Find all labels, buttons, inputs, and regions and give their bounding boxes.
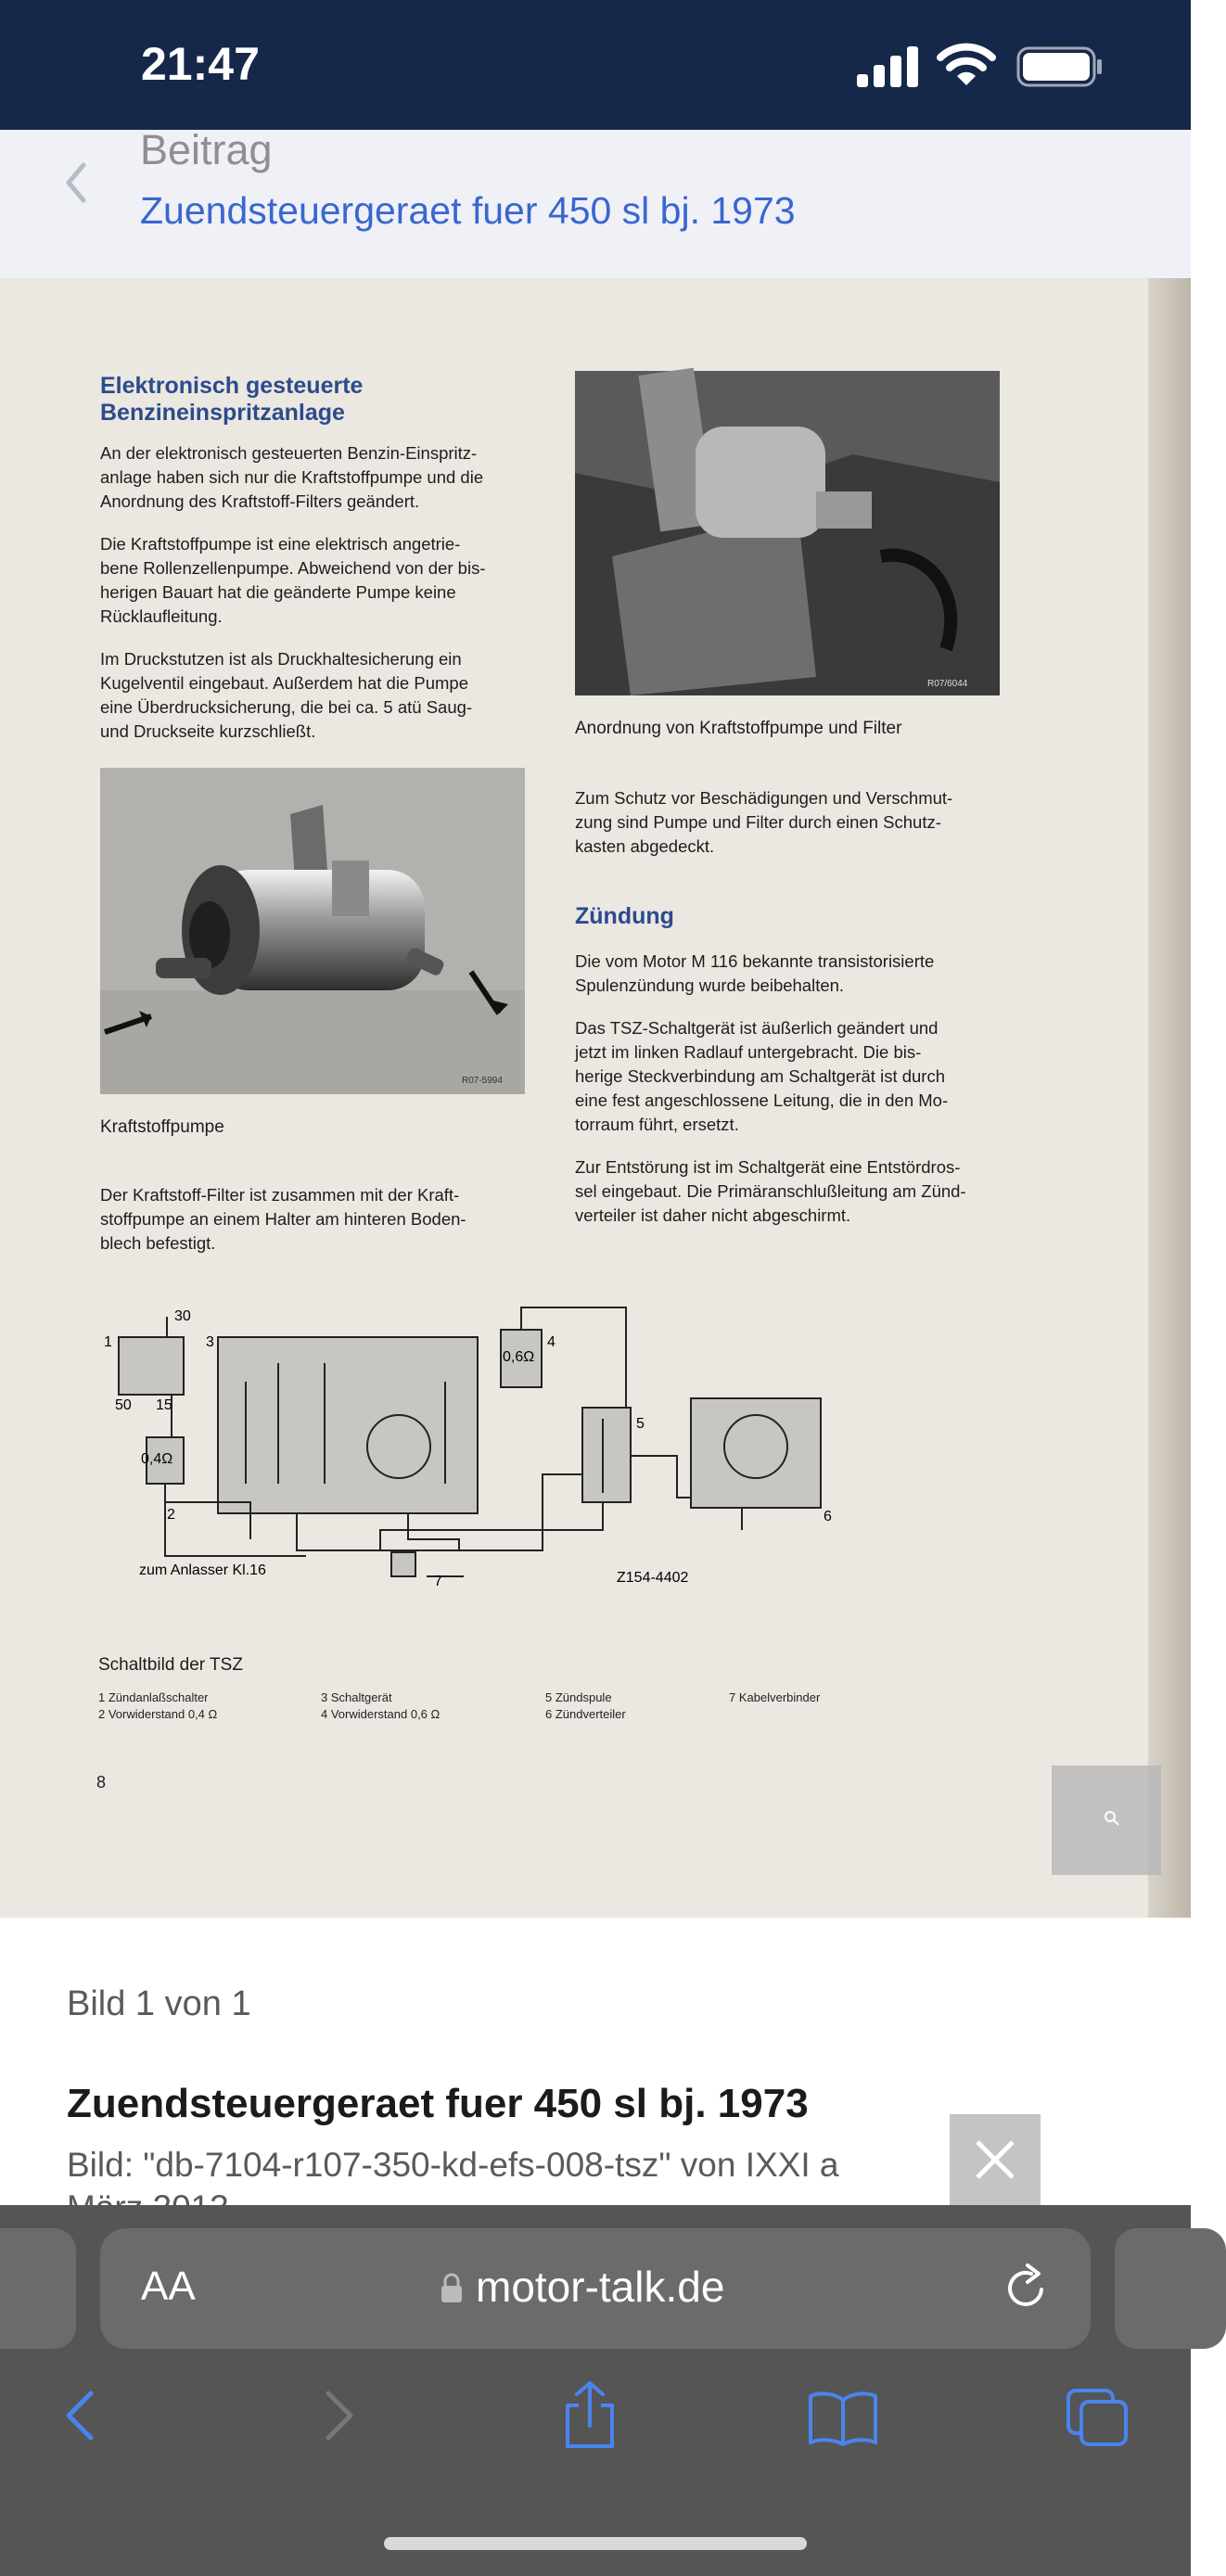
reader-settings-button[interactable]: AA [141,2264,196,2309]
wifi-icon [937,41,996,87]
pump-filter-photo [575,371,1000,695]
circuit-resistor-4: 0,6Ω [503,1349,535,1365]
circuit-terminal-15: 15 [156,1397,172,1413]
circuit-label-6: 6 [824,1509,832,1524]
fuel-pump-photo [100,768,525,1094]
circuit-resistor-2: 0,4Ω [141,1451,173,1467]
circuit-terminal-30: 30 [174,1308,191,1324]
forward-arrow-icon[interactable] [315,2388,362,2443]
paragraph: Das TSZ-Schaltgerät ist äußerlich geändert und jetzt im linken Radlauf untergebracht. Die bis- herige Steckverbindung am Schaltgerät ist durch eine fest angeschlossene Leitung, die in den Mo- torraum führt, ersetzt. [575,1018,949,1134]
address-bar[interactable] [100,2228,1091,2349]
circuit-label-4: 4 [547,1334,556,1350]
status-time: 21:47 [141,38,260,90]
nav-title-link[interactable]: Zuendsteuergeraet fuer 450 sl bj. 1973 [140,189,796,232]
lock-icon [440,2273,464,2304]
circuit-code: Z154-4402 [617,1570,689,1586]
paragraph: Die vom Motor M 116 bekannte transistorisierte Spulenzündung wurde beibehalten. [575,951,935,995]
next-tab-preview[interactable] [1115,2228,1226,2349]
close-button[interactable] [950,2114,1041,2205]
circuit-label-1: 1 [104,1334,112,1350]
bookmarks-icon[interactable] [807,2391,879,2446]
legend-col-2: 3 Schaltgerät 4 Vorwiderstand 0,6 Ω [321,1690,441,1721]
paragraph: Im Druckstutzen ist als Druckhaltesicherung ein Kugelventil eingebaut. Außerdem hat die Pumpe eine Überdrucksicherung, die bei ca. 5 atü Saug- und Druckseite kurzschließt. [100,649,473,741]
page-number: 8 [96,1773,107,1792]
tabs-icon[interactable] [1065,2387,1131,2448]
paragraph: Zum Schutz vor Beschädigungen und Verschmut- zung sind Pumpe und Filter durch einen Schutz- kasten abgedeckt. [575,788,953,856]
document-image[interactable] [0,278,1191,1918]
circuit-label-5: 5 [636,1416,645,1432]
circuit-label-2: 2 [167,1507,175,1523]
page-edge-shadow [1148,278,1191,1918]
url-text[interactable]: motor-talk.de [476,2263,725,2311]
close-icon [950,2114,1041,2205]
battery-icon [1016,46,1104,87]
circuit-anlasser-label: zum Anlasser Kl.16 [139,1562,266,1578]
previous-tab-preview[interactable] [0,2228,76,2349]
paragraph: Die Kraftstoffpumpe ist eine elektrisch angetrie- bene Rollenzellenpumpe. Abweichend von der bis- herigen Bauart hat die geänderte Pumpe keine Rücklaufleitung. [100,534,486,626]
image-title: Zuendsteuergeraet fuer 450 sl bj. 1973 [67,2081,809,2126]
back-arrow-icon[interactable] [57,2388,104,2443]
legend-col-1: 1 Zündanlaßschalter 2 Vorwiderstand 0,4 Ω [98,1690,218,1721]
circuit-label-3: 3 [206,1334,214,1350]
image-counter: Bild 1 von 1 [67,1984,251,2023]
caption-anordnung: Anordnung von Kraftstoffpumpe und Filter [575,719,902,738]
paragraph: Der Kraftstoff-Filter ist zusammen mit der Kraft- stoffpumpe an einem Halter am hinteren Boden- blech befestigt. [100,1185,466,1253]
pump-photo-code: R07-5994 [462,1076,503,1086]
image-caption: Bild: "db-7104-r107-350-kd-efs-008-tsz" von IXXI a [67,2146,839,2184]
magnifier-icon [1104,1810,1120,1827]
circuit-label-7: 7 [434,1574,442,1589]
reload-icon[interactable] [1002,2262,1052,2314]
paragraph: Zur Entstörung ist im Schaltgerät eine Entstördros- sel eingebaut. Die Primäranschlußleitung am Zünd- verteiler ist daher nicht abgeschirmt. [575,1157,966,1225]
share-icon[interactable] [560,2379,619,2450]
legend-col-4: 7 Kabelverbinder [729,1690,821,1704]
heading-einspritzanlage: Elektronisch gesteuerte Benzineinspritzanlage [100,373,364,426]
tsz-circuit-diagram [102,1307,844,1589]
circuit-caption: Schaltbild der TSZ [98,1655,243,1675]
cellular-signal-icon [855,46,920,87]
paragraph: An der elektronisch gesteuerten Benzin-Einspritz- anlage haben sich nur die Kraftstoffpumpe und die Anordnung des Kraftstoff-Filters geändert. [100,443,484,511]
legend-col-3: 5 Zündspule 6 Zündverteiler [545,1690,626,1721]
circuit-terminal-50: 50 [115,1397,132,1413]
caption-kraftstoffpumpe: Kraftstoffpumpe [100,1117,224,1137]
heading-zuendung: Zündung [575,903,674,929]
zoom-button[interactable] [1052,1766,1161,1875]
nav-section-label: Beitrag [140,126,273,173]
filter-photo-code: R07/6044 [927,679,968,689]
home-indicator [384,2537,807,2550]
chevron-left-icon[interactable] [61,159,89,206]
